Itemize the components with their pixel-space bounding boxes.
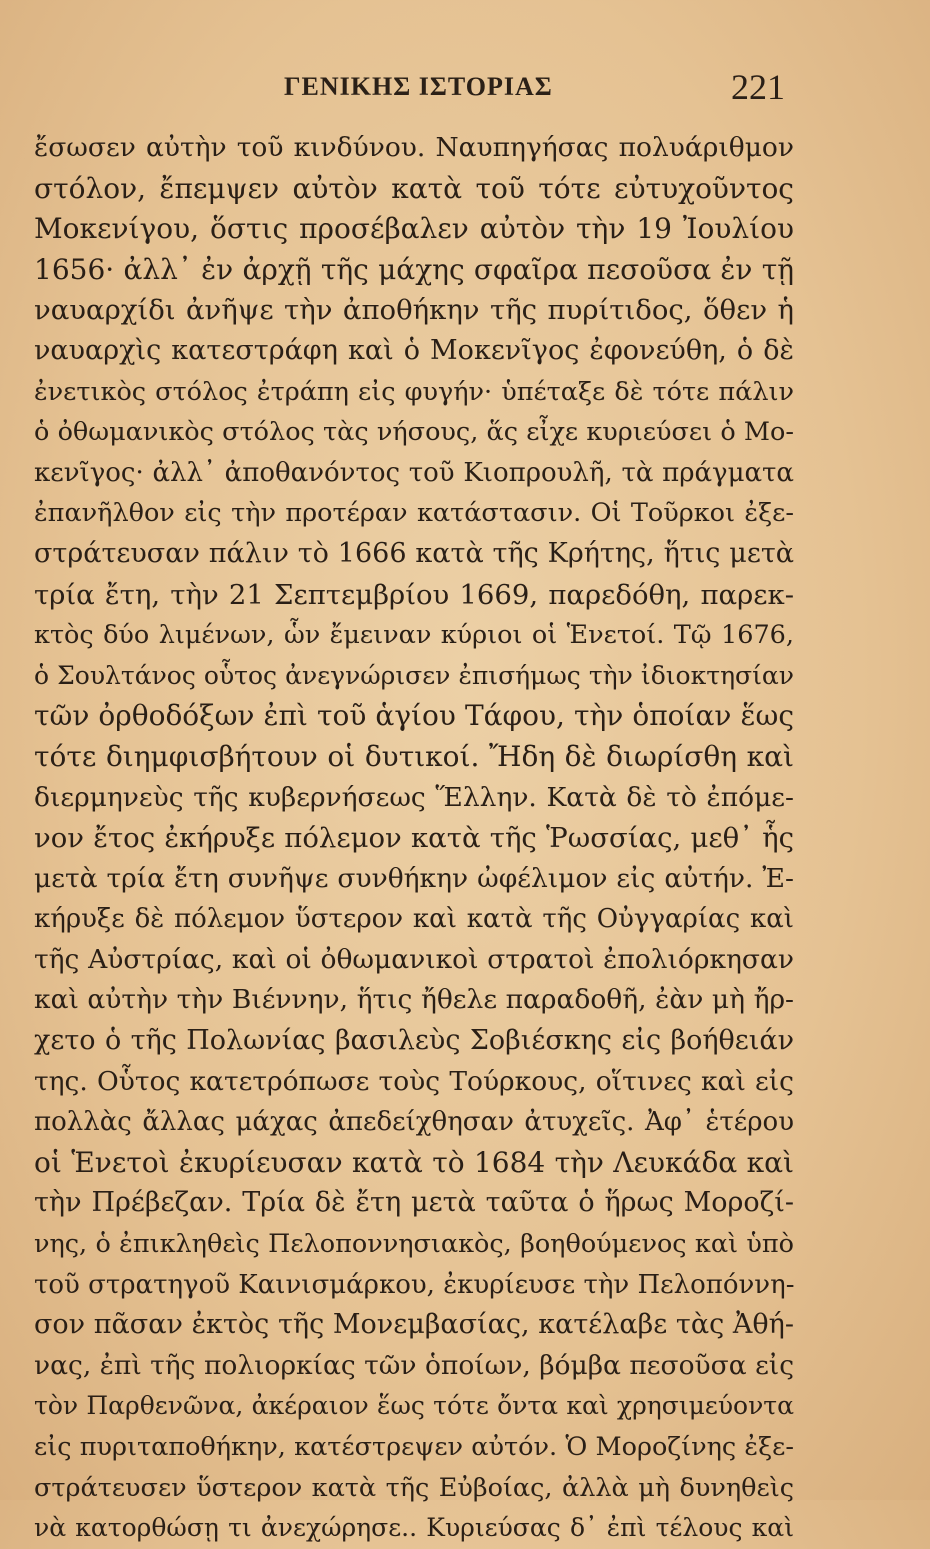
text-line: ὁ Σουλτάνος οὗτος ἀνεγνώρισεν ἐπισήμως τὴν ἰδιοκτησίαν bbox=[34, 660, 794, 690]
text-line: τὸν Παρθενῶνα, ἀκέραιον ἕως τότε ὄντα καὶ χρησιμεύοντα bbox=[34, 1391, 794, 1421]
text-line: τῶν ὀρθοδόξων ἐπὶ τοῦ ἁγίου Τάφου, τὴν ὁποίαν ἕως bbox=[34, 699, 794, 733]
page-header bbox=[34, 62, 794, 112]
text-line: σον πᾶσαν ἐκτὸς τῆς Μονεμβασίας, κατέλαβε τὰς Ἀθή- bbox=[34, 1309, 794, 1341]
text-line: διερμηνεὺς τῆς κυβερνήσεως Ἕλλην. Κατὰ δὲ τὸ ἐπόμε- bbox=[34, 781, 794, 813]
text-line: της. Οὗτος κατετρόπωσε τοὺς Τούρκους, οἵτινες καὶ εἰς bbox=[34, 1065, 794, 1097]
text-line: 1656· ἀλλ᾽ ἐν ἀρχῇ τῆς μάχης σφαῖρα πεσοῦσα ἐν τῇ bbox=[34, 252, 794, 286]
text-line: νης, ὁ ἐπικληθεὶς Πελοποννησιακὸς, βοηθούμενος καὶ ὑπὸ bbox=[34, 1229, 794, 1260]
text-line: Μοκενίγου, ὅστις προσέβαλεν αὐτὸν τὴν 19 Ἰουλίου bbox=[34, 212, 794, 246]
text-line: οἱ Ἑνετοὶ ἐκυρίευσαν κατὰ τὸ 1684 τὴν Λευκάδα καὶ bbox=[34, 1145, 794, 1179]
page-number: 221 bbox=[731, 67, 785, 107]
text-line: μετὰ τρία ἔτη συνῆψε συνθήκην ὠφέλιμον εἰς αὐτήν. Ἐ- bbox=[34, 862, 794, 894]
text-line: ἔσωσεν αὐτὴν τοῦ κινδύνου. Ναυπηγήσας πολυάριθμον bbox=[34, 132, 794, 163]
text-line: ναυαρχίδι ἀνῆψε τὴν ἀποθήκην τῆς πυρίτιδος, ὅθεν ἡ bbox=[34, 294, 794, 327]
text-line: νας, ἐπὶ τῆς πολιορκίας τῶν ὁποίων, βόμβα πεσοῦσα εἰς bbox=[34, 1349, 795, 1381]
text-line: κενῖγος· ἀλλ᾽ ἀποθανόντος τοῦ Κιοπρουλῆ, τὰ πράγματα bbox=[34, 457, 794, 488]
text-line: κήρυξε δὲ πόλεμον ὕστερον καὶ κατὰ τῆς Οὐγγαρίας καὶ bbox=[34, 904, 794, 935]
text-line: τῆς Αὐστρίας, καὶ οἱ ὀθωμανικοὶ στρατοὶ ἐπολιόρκησαν bbox=[34, 943, 794, 975]
text-line: χετο ὁ τῆς Πολωνίας βασιλεὺς Σοβιέσκης εἰς βοήθειάν bbox=[34, 1025, 794, 1057]
text-line: τοῦ στρατηγοῦ Καινισμάρκου, ἐκυρίευσε τὴν Πελοπόννη- bbox=[34, 1269, 795, 1300]
text-line: ναυαρχὶς κατεστράφη καὶ ὁ Μοκενῖγος ἐφονεύθη, ὁ δὲ bbox=[34, 334, 794, 366]
text-line: ἐνετικὸς στόλος ἐτράπη εἰς φυγήν· ὑπέταξε δὲ τότε πάλιν bbox=[34, 376, 794, 407]
text-line: καὶ αὐτὴν τὴν Βιέννην, ἥτις ἤθελε παραδοθῆ, ἐὰν μὴ ἤρ- bbox=[34, 984, 794, 1016]
text-line: νὰ κατορθώσῃ τι ἀνεχώρησε.. Κυριεύσας δ᾽ ἐπὶ τέλους καὶ bbox=[34, 1513, 794, 1543]
text-line: εἰς πυριταποθήκην, κατέστρεψεν αὐτόν. Ὁ Μοροζίνης ἐξε- bbox=[34, 1432, 794, 1462]
text-line: στράτευσαν πάλιν τὸ 1666 κατὰ τῆς Κρήτης, ἥτις μετὰ bbox=[34, 537, 794, 569]
body-text bbox=[34, 128, 794, 1549]
text-line: τὴν Πρέβεζαν. Τρία δὲ ἔτη μετὰ ταῦτα ὁ ἥρως Μοροζί- bbox=[34, 1187, 794, 1219]
text-line: κτὸς δύο λιμένων, ὧν ἔμειναν κύριοι οἱ Ἑνετοί. Τῷ 1676, bbox=[34, 620, 794, 651]
text-line: στράτευσεν ὕστερον κατὰ τῆς Εὐβοίας, ἀλλὰ μὴ δυνηθεὶς bbox=[34, 1472, 794, 1503]
text-line: ἐπανῆλθον εἰς τὴν προτέραν κατάστασιν. Οἱ Τοῦρκοι ἐξε- bbox=[34, 498, 794, 529]
text-line: νον ἔτος ἐκήρυξε πόλεμον κατὰ τῆς Ῥωσσίας, μεθ᾽ ἧς bbox=[34, 822, 794, 855]
text-line: πολλὰς ἄλλας μάχας ἀπεδείχθησαν ἀτυχεῖς. Ἀφ᾽ ἑτέρου bbox=[34, 1107, 794, 1138]
text-line: ὁ ὀθωμανικὸς στόλος τὰς νήσους, ἅς εἶχε κυριεύσει ὁ Μο- bbox=[34, 417, 794, 448]
running-title: ΓΕΝΙΚΗΣ ΙΣΤΟΡΙΑΣ bbox=[284, 72, 553, 101]
text-line: τότε διημφισβήτουν οἱ δυτικοί. Ἤδη δὲ διωρίσθη καὶ bbox=[34, 739, 794, 773]
text-line: τρία ἔτη, τὴν 21 Σεπτεμβρίου 1669, παρεδόθη, παρεκ- bbox=[34, 578, 794, 611]
text-line: στόλον, ἔπεμψεν αὐτὸν κατὰ τοῦ τότε εὐτυχοῦντος bbox=[34, 171, 794, 205]
